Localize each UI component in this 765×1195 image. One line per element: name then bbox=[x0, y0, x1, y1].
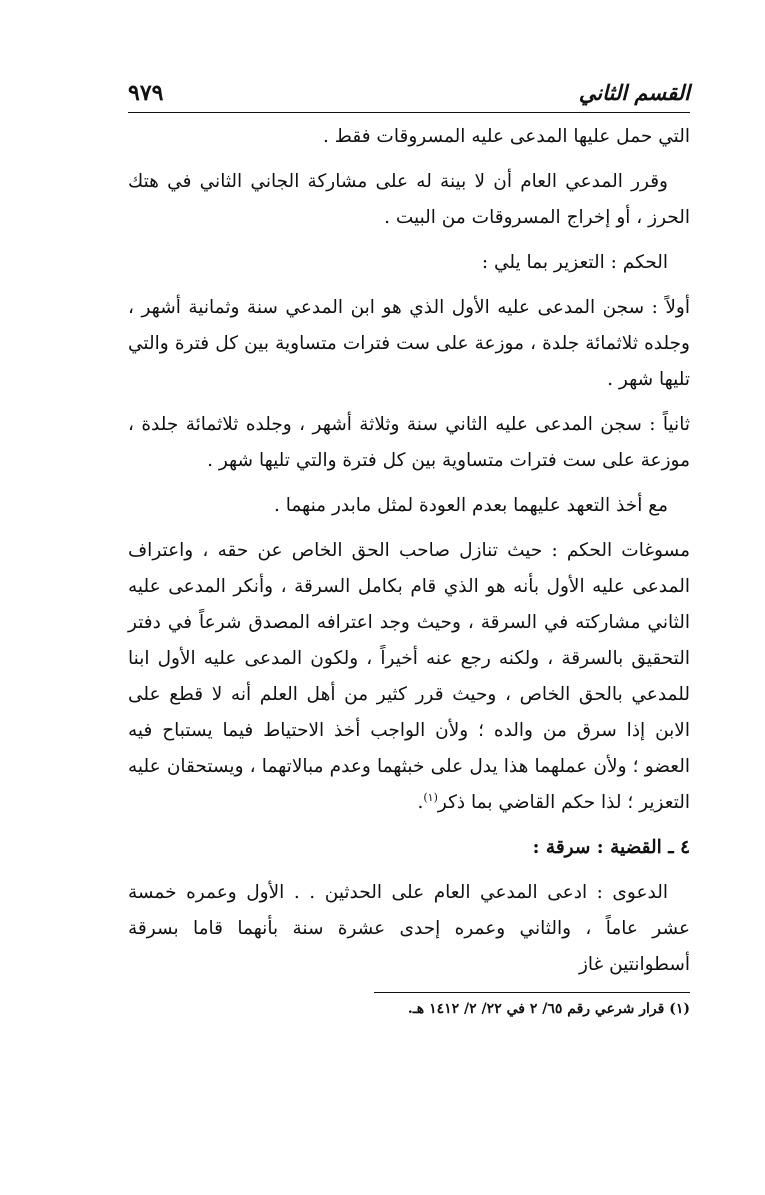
paragraph: مع أخذ التعهد عليهما بعدم العودة لمثل مابدر منهما . bbox=[273, 495, 668, 516]
paragraph: ثانياً : سجن المدعى عليه الثاني سنة وثلاثة أشهر ، وجلده ثلاثمائة جلدة ، موزعة على ست فترات متساوية بين كل فترة والتي تليها شهر . bbox=[128, 414, 690, 471]
paragraph: التي حمل عليها المدعى عليه المسروقات فقط . bbox=[323, 126, 690, 147]
paragraph bbox=[128, 533, 690, 821]
section-title: القسم الثاني bbox=[578, 80, 690, 105]
footnote-divider bbox=[374, 992, 690, 993]
footnote: (١) قرار شرعي رقم ٦٥/ ٢ في ٢٢/ ٢/ ١٤١٢ هـ. bbox=[407, 1001, 690, 1017]
paragraph: الحكم : التعزير بما يلي : bbox=[481, 252, 668, 273]
paragraph: الدعوى : ادعى المدعي العام على الحدثين . . الأول وعمره خمسة عشر عاماً ، والثاني وعمره إحدى عشرة سنة بأنهما قاما بسرقة أسطوانتين غاز bbox=[128, 882, 690, 975]
paragraph-text: مسوغات الحكم : حيث تنازل صاحب الحق الخاص عن حقه ، واعتراف المدعى عليه الأول بأنه هو الذي قام بكامل السرقة ، وأنكر المدعى عليه الثاني مشاركته في السرقة ، وحيث وجد اعترافه المصدق شرعاً في دفتر التحقيق بالسرقة ، ولكنه رجع عنه أخيراً ، ولكون المدعى عليه الأول ابنا للمدعي بالحق الخاص ، وحيث قرر كثير من أهل العلم أنه لا قطع على الابن إذا سرق من والده ؛ ولأن الواجب أخذ الاحتياط فيما يستباح فيه العضو ؛ ولأن عملهما هذا يدل على خبثهما وعدم مبالاتهما ، ويستحقان عليه التعزير ؛ لذا حكم القاضي بما ذكر bbox=[128, 540, 690, 813]
paragraph-end: . bbox=[417, 792, 424, 813]
page-header bbox=[128, 80, 690, 113]
book-page bbox=[128, 80, 690, 1021]
paragraph: أولاً : سجن المدعى عليه الأول الذي هو ابن المدعي سنة وثمانية أشهر ، وجلده ثلاثمائة جلدة ، موزعة على ست فترات متساوية بين كل فترة والتي تليها شهر . bbox=[128, 297, 690, 390]
body-text bbox=[128, 119, 690, 983]
case-heading: ٤ ـ القضية : سرقة : bbox=[532, 837, 690, 858]
footnote-marker: (١) bbox=[423, 790, 438, 804]
page-number: ٩٧٩ bbox=[128, 80, 164, 106]
paragraph: وقرر المدعي العام أن لا بينة له على مشاركة الجاني الثاني في هتك الحرز ، أو إخراج المسروقات من البيت . bbox=[128, 171, 690, 228]
